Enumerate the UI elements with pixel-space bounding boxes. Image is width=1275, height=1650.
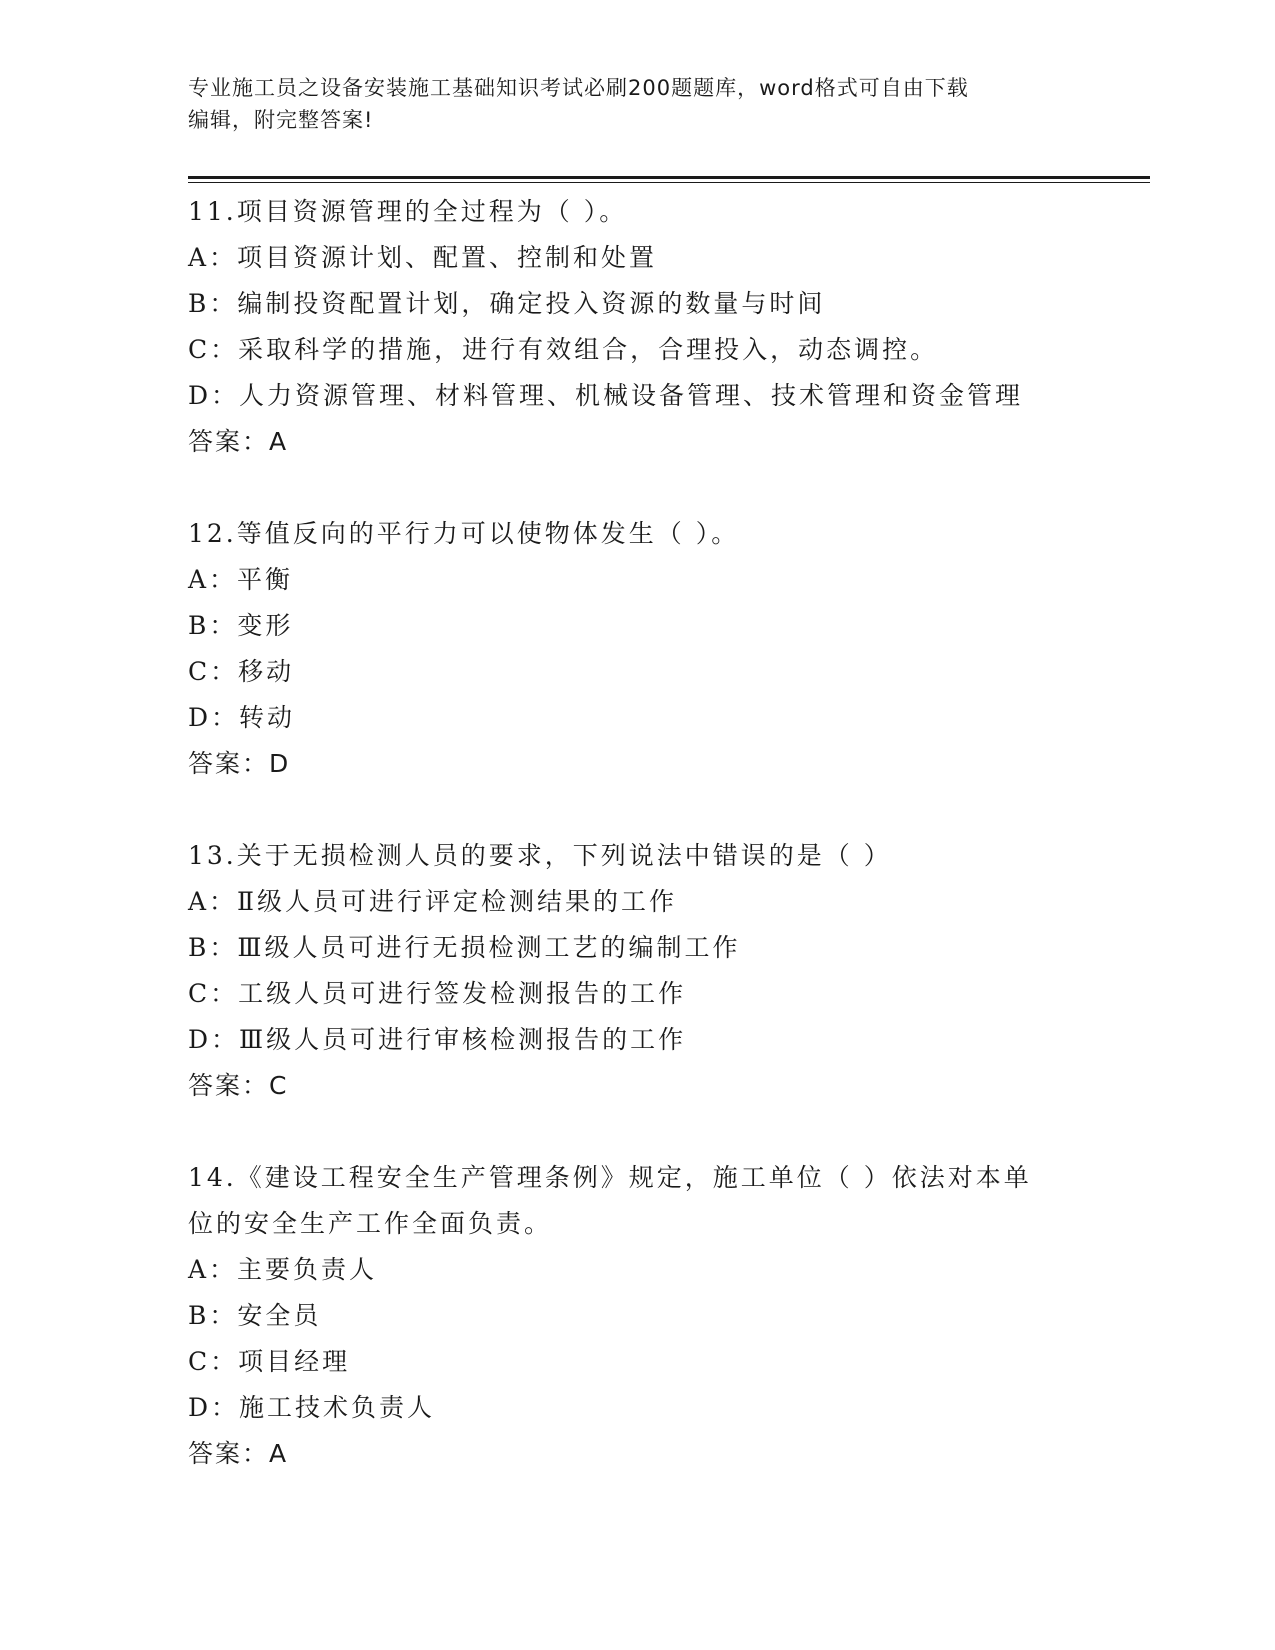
answer: 答案：A: [188, 427, 289, 456]
option-a: A：平衡: [188, 565, 294, 594]
question-13: [188, 833, 1088, 1109]
option-b: B：安全员: [188, 1301, 322, 1330]
option-c: C：移动: [188, 657, 295, 686]
question-stem: 11.项目资源管理的全过程为（ ）。: [188, 197, 628, 226]
option-c: C：采取科学的措施，进行有效组合，合理投入，动态调控。: [188, 335, 939, 364]
question-12: [188, 511, 1088, 787]
header-rule-thin: [188, 182, 1150, 183]
option-d: D：人力资源管理、材料管理、机械设备管理、技术管理和资金管理: [188, 381, 1024, 410]
question-stem: 13.关于无损检测人员的要求，下列说法中错误的是（ ）: [188, 841, 892, 870]
option-a: A：主要负责人: [188, 1255, 378, 1284]
option-b: B：编制投资配置计划，确定投入资源的数量与时间: [188, 289, 826, 318]
header-rule-thick: [188, 176, 1150, 179]
question-stem-line-2: 位的安全生产工作全面负责。: [188, 1209, 553, 1238]
option-b: B：变形: [188, 611, 294, 640]
answer: 答案：A: [188, 1439, 289, 1468]
question-11: [188, 189, 1088, 465]
answer: 答案：D: [188, 749, 291, 778]
question-stem: 12.等值反向的平行力可以使物体发生（ ）。: [188, 519, 740, 548]
question-list: [188, 189, 1088, 1523]
document-header: [188, 72, 1068, 136]
question-stem-line-1: 14.《建设工程安全生产管理条例》规定，施工单位（ ）依法对本单: [188, 1163, 1032, 1192]
option-d: D：转动: [188, 703, 296, 732]
option-a: A：项目资源计划、配置、控制和处置: [188, 243, 658, 272]
option-b: B：Ⅲ级人员可进行无损检测工艺的编制工作: [188, 933, 741, 962]
header-line-1: 专业施工员之设备安装施工基础知识考试必刷200题题库，word格式可自由下载: [188, 76, 969, 100]
option-d: D：Ⅲ级人员可进行审核检测报告的工作: [188, 1025, 687, 1054]
option-c: C：工级人员可进行签发检测报告的工作: [188, 979, 687, 1008]
answer: 答案：C: [188, 1071, 289, 1100]
option-d: D：施工技术负责人: [188, 1393, 436, 1422]
question-14: [188, 1155, 1088, 1477]
header-line-2: 编辑，附完整答案!: [188, 108, 374, 132]
option-c: C：项目经理: [188, 1347, 351, 1376]
option-a: A：Ⅱ级人员可进行评定检测结果的工作: [188, 887, 678, 916]
